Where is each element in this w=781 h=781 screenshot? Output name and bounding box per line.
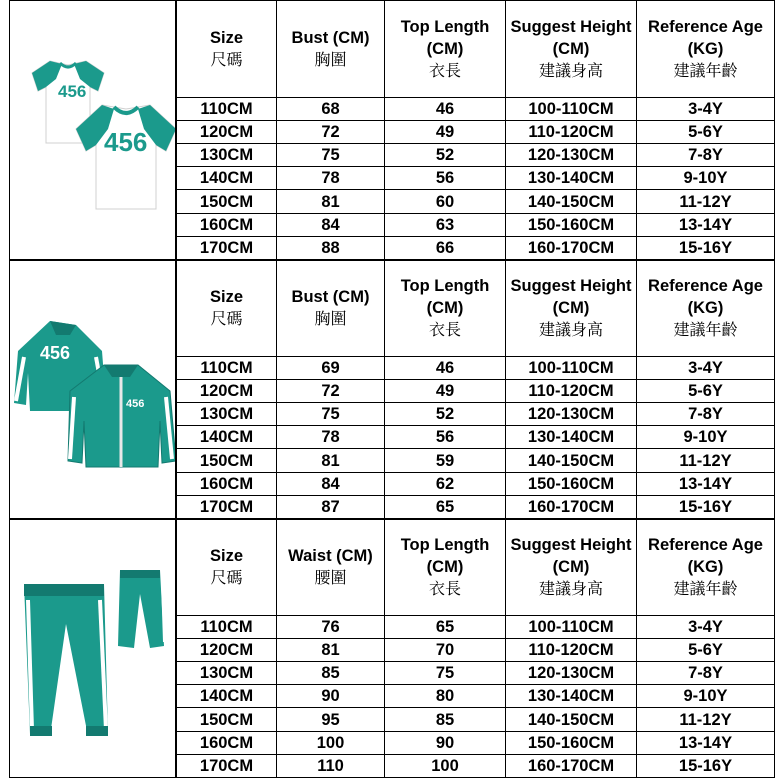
table-row <box>177 426 775 449</box>
cell-suggest-height: 150-160CM <box>506 213 637 236</box>
cell-measure-2: 46 <box>385 97 506 120</box>
cell-size: 160CM <box>177 213 277 236</box>
cell-suggest-height: 150-160CM <box>506 731 637 754</box>
cell-suggest-height: 130-140CM <box>506 167 637 190</box>
cell-size: 130CM <box>177 144 277 167</box>
cell-suggest-height: 160-170CM <box>506 495 637 518</box>
cell-measure-1: 72 <box>277 120 385 143</box>
cell-measure-2: 60 <box>385 190 506 213</box>
cell-reference-age: 5-6Y <box>637 379 775 402</box>
tshirt-large <box>76 105 176 209</box>
cell-measure-2: 49 <box>385 379 506 402</box>
cell-measure-1: 81 <box>277 638 385 661</box>
cell-measure-1: 78 <box>277 167 385 190</box>
cell-size: 170CM <box>177 236 277 259</box>
cell-size: 140CM <box>177 685 277 708</box>
cell-reference-age: 11-12Y <box>637 708 775 731</box>
cell-size: 160CM <box>177 731 277 754</box>
cell-measure-1: 100 <box>277 731 385 754</box>
header-suggest-height: Suggest Height (CM) 建議身高 <box>506 261 637 357</box>
cell-measure-1: 76 <box>277 615 385 638</box>
header-suggest-height: Suggest Height (CM) 建議身高 <box>506 1 637 98</box>
pants-small <box>118 570 164 648</box>
cell-size: 170CM <box>177 495 277 518</box>
header-bust: Bust (CM) 胸圍 <box>277 1 385 98</box>
cell-suggest-height: 160-170CM <box>506 754 637 777</box>
cell-reference-age: 9-10Y <box>637 426 775 449</box>
header-waist: Waist (CM) 腰圍 <box>277 520 385 616</box>
jacket-number-front: 456 <box>126 398 145 410</box>
cell-measure-1: 78 <box>277 426 385 449</box>
header-bust: Bust (CM) 胸圍 <box>277 261 385 357</box>
cell-measure-2: 85 <box>385 708 506 731</box>
cell-size: 170CM <box>177 754 277 777</box>
cell-reference-age: 15-16Y <box>637 236 775 259</box>
cell-measure-1: 85 <box>277 662 385 685</box>
table-row <box>177 472 775 495</box>
table-row <box>177 754 775 777</box>
cell-measure-2: 52 <box>385 403 506 426</box>
table-row <box>177 403 775 426</box>
tshirt-illustration <box>10 1 176 260</box>
pants-size-table <box>176 519 775 778</box>
cell-suggest-height: 140-150CM <box>506 449 637 472</box>
table-row <box>177 379 775 402</box>
cell-measure-2: 56 <box>385 167 506 190</box>
cell-suggest-height: 110-120CM <box>506 379 637 402</box>
jacket-front <box>68 365 176 467</box>
cell-size: 110CM <box>177 615 277 638</box>
cell-reference-age: 11-12Y <box>637 449 775 472</box>
cell-suggest-height: 110-120CM <box>506 120 637 143</box>
cell-suggest-height: 130-140CM <box>506 685 637 708</box>
cell-measure-2: 63 <box>385 213 506 236</box>
cell-suggest-height: 100-110CM <box>506 615 637 638</box>
cell-reference-age: 7-8Y <box>637 144 775 167</box>
table-row <box>177 615 775 638</box>
cell-reference-age: 15-16Y <box>637 495 775 518</box>
cell-suggest-height: 120-130CM <box>506 662 637 685</box>
header-reference-age: Reference Age (KG) 建議年齡 <box>637 1 775 98</box>
cell-measure-1: 69 <box>277 356 385 379</box>
cell-size: 110CM <box>177 97 277 120</box>
cell-measure-2: 59 <box>385 449 506 472</box>
cell-measure-1: 75 <box>277 403 385 426</box>
cell-suggest-height: 100-110CM <box>506 97 637 120</box>
cell-measure-2: 66 <box>385 236 506 259</box>
pants-large <box>24 584 108 736</box>
jacket-image <box>9 260 176 519</box>
cell-reference-age: 3-4Y <box>637 356 775 379</box>
cell-size: 120CM <box>177 379 277 402</box>
cell-measure-1: 95 <box>277 708 385 731</box>
cell-measure-2: 62 <box>385 472 506 495</box>
table-row <box>177 662 775 685</box>
table-row <box>177 120 775 143</box>
size-chart-jacket <box>9 260 774 519</box>
table-row <box>177 638 775 661</box>
cell-reference-age: 13-14Y <box>637 213 775 236</box>
table-row <box>177 213 775 236</box>
cell-measure-1: 75 <box>277 144 385 167</box>
cell-measure-1: 88 <box>277 236 385 259</box>
header-size: Size 尺碼 <box>177 261 277 357</box>
cell-reference-age: 5-6Y <box>637 120 775 143</box>
cell-measure-2: 46 <box>385 356 506 379</box>
cell-suggest-height: 100-110CM <box>506 356 637 379</box>
cell-reference-age: 11-12Y <box>637 190 775 213</box>
cell-size: 150CM <box>177 708 277 731</box>
cell-measure-1: 87 <box>277 495 385 518</box>
tshirt-image <box>9 0 176 260</box>
tshirt-number-small: 456 <box>58 82 87 101</box>
table-row <box>177 97 775 120</box>
table-row <box>177 236 775 259</box>
cell-suggest-height: 140-150CM <box>506 708 637 731</box>
cell-measure-2: 80 <box>385 685 506 708</box>
cell-measure-2: 90 <box>385 731 506 754</box>
cell-suggest-height: 150-160CM <box>506 472 637 495</box>
cell-measure-1: 84 <box>277 213 385 236</box>
table-row <box>177 190 775 213</box>
pants-illustration <box>10 520 176 778</box>
cell-reference-age: 15-16Y <box>637 754 775 777</box>
header-top-length: Top Length (CM) 衣長 <box>385 520 506 616</box>
header-size: Size 尺碼 <box>177 520 277 616</box>
cell-measure-1: 110 <box>277 754 385 777</box>
cell-reference-age: 7-8Y <box>637 403 775 426</box>
cell-suggest-height: 120-130CM <box>506 403 637 426</box>
table-row <box>177 167 775 190</box>
size-chart-pants <box>9 519 774 778</box>
jacket-size-table <box>176 260 775 519</box>
cell-measure-2: 70 <box>385 638 506 661</box>
cell-reference-age: 5-6Y <box>637 638 775 661</box>
table-row <box>177 449 775 472</box>
cell-measure-1: 68 <box>277 97 385 120</box>
cell-size: 160CM <box>177 472 277 495</box>
cell-size: 150CM <box>177 190 277 213</box>
table-row <box>177 708 775 731</box>
cell-measure-2: 100 <box>385 754 506 777</box>
header-reference-age: Reference Age (KG) 建議年齡 <box>637 261 775 357</box>
cell-suggest-height: 160-170CM <box>506 236 637 259</box>
cell-suggest-height: 140-150CM <box>506 190 637 213</box>
cell-suggest-height: 120-130CM <box>506 144 637 167</box>
tshirt-number-large: 456 <box>104 127 148 157</box>
cell-size: 130CM <box>177 662 277 685</box>
cell-suggest-height: 110-120CM <box>506 638 637 661</box>
cell-reference-age: 9-10Y <box>637 167 775 190</box>
cell-size: 140CM <box>177 167 277 190</box>
header-reference-age: Reference Age (KG) 建議年齡 <box>637 520 775 616</box>
pants-image <box>9 519 176 778</box>
cell-measure-2: 49 <box>385 120 506 143</box>
table-row <box>177 356 775 379</box>
cell-measure-1: 84 <box>277 472 385 495</box>
cell-measure-1: 90 <box>277 685 385 708</box>
table-row <box>177 685 775 708</box>
header-top-length: Top Length (CM) 衣長 <box>385 261 506 357</box>
cell-measure-1: 81 <box>277 449 385 472</box>
cell-measure-2: 65 <box>385 615 506 638</box>
tshirt-size-table <box>176 0 775 260</box>
cell-measure-2: 52 <box>385 144 506 167</box>
cell-size: 120CM <box>177 120 277 143</box>
cell-suggest-height: 130-140CM <box>506 426 637 449</box>
cell-reference-age: 13-14Y <box>637 472 775 495</box>
size-chart-tshirt <box>9 0 774 260</box>
cell-measure-2: 65 <box>385 495 506 518</box>
cell-measure-1: 72 <box>277 379 385 402</box>
cell-reference-age: 13-14Y <box>637 731 775 754</box>
cell-reference-age: 7-8Y <box>637 662 775 685</box>
jacket-illustration <box>10 261 176 519</box>
cell-size: 110CM <box>177 356 277 379</box>
cell-measure-2: 56 <box>385 426 506 449</box>
header-size: Size 尺碼 <box>177 1 277 98</box>
cell-measure-1: 81 <box>277 190 385 213</box>
cell-measure-2: 75 <box>385 662 506 685</box>
cell-size: 120CM <box>177 638 277 661</box>
cell-reference-age: 9-10Y <box>637 685 775 708</box>
cell-size: 150CM <box>177 449 277 472</box>
cell-size: 130CM <box>177 403 277 426</box>
cell-reference-age: 3-4Y <box>637 615 775 638</box>
table-row <box>177 731 775 754</box>
table-row <box>177 495 775 518</box>
header-top-length: Top Length (CM) 衣長 <box>385 1 506 98</box>
jacket-number-back: 456 <box>40 343 71 363</box>
cell-reference-age: 3-4Y <box>637 97 775 120</box>
header-suggest-height: Suggest Height (CM) 建議身高 <box>506 520 637 616</box>
cell-size: 140CM <box>177 426 277 449</box>
table-row <box>177 144 775 167</box>
